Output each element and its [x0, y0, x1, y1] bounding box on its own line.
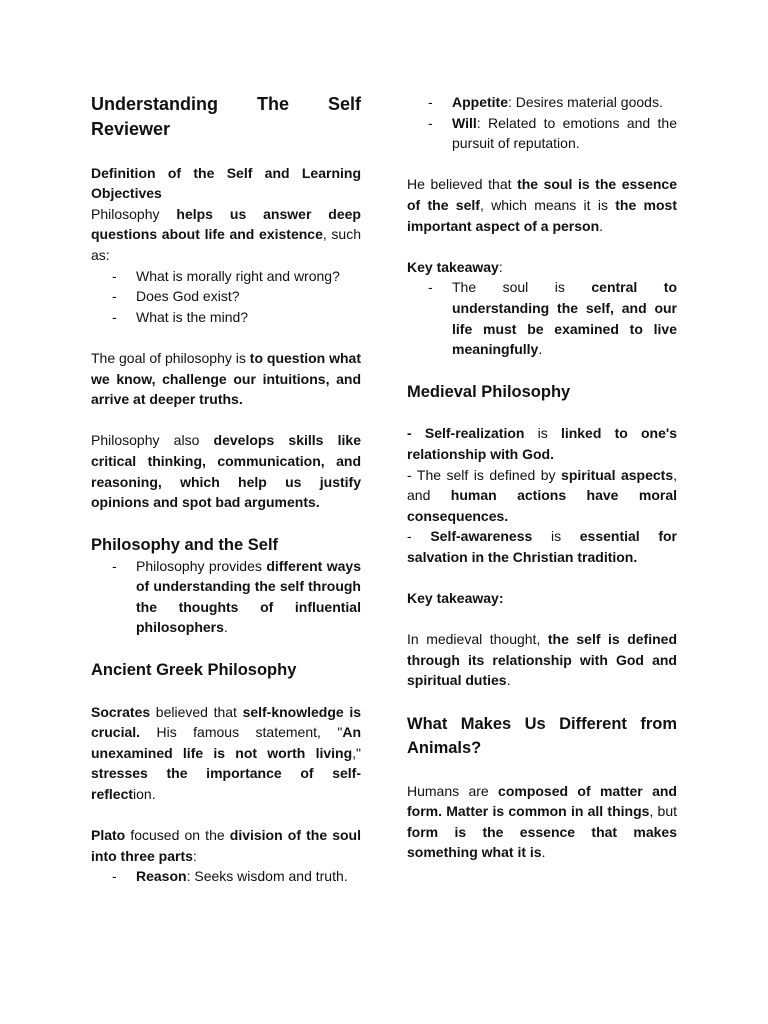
- medieval-point-2: - The self is defined by spiritual aspects, and human actions have moral consequences.: [407, 466, 678, 524]
- key-takeaway-label: Key takeaway:: [407, 258, 503, 275]
- list-item: - Will: Related to emotions and the pursuit of reputation.: [407, 113, 677, 154]
- title-line-2: Reviewer: [91, 119, 171, 139]
- medieval-point-1: - Self-realization is linked to one's relationship with God.: [407, 425, 677, 462]
- animals-paragraph: Humans are composed of matter and form. Matter is common in all things, but form is the essence that makes something what it is.: [407, 782, 678, 861]
- section-heading-animals: What Makes Us Different from Animals?: [407, 715, 677, 758]
- list-item: - What is morally right and wrong?: [91, 266, 361, 287]
- list-item: - Does God exist?: [91, 286, 361, 307]
- list-item: - Philosophy provides different ways of understanding the self through the thoughts of influential philosophers.: [91, 556, 361, 638]
- key-takeaway-label-2: Key takeaway:: [407, 590, 504, 607]
- section-heading-greek: Ancient Greek Philosophy: [91, 661, 297, 680]
- list-item: - Appetite: Desires material goods.: [407, 92, 677, 113]
- plato-paragraph: Plato focused on the division of the soul into three parts:: [91, 827, 361, 864]
- right-column: [407, 92, 677, 863]
- question-list: [91, 266, 361, 328]
- self-list: [91, 556, 361, 638]
- title-line-1: Understanding The Self: [91, 94, 361, 114]
- list-item: - The soul is central to understanding the self, and our life must be examined to live meaningfully.: [407, 277, 677, 359]
- skills-paragraph: Philosophy also develops skills like critical thinking, communication, and reasoning, which help us justify opinions and spot bad arguments.: [91, 432, 361, 511]
- soul-essence-paragraph: He believed that the soul is the essence of the self, which means it is the most important aspect of a person.: [407, 176, 677, 234]
- goal-paragraph: The goal of philosophy is to question what we know, challenge our intuitions, and arrive at deeper truths.: [91, 349, 361, 408]
- document-title: [91, 92, 361, 142]
- takeaway-list: [407, 277, 677, 359]
- list-item: - Reason: Seeks wisdom and truth.: [91, 866, 361, 887]
- list-item: - What is the mind?: [91, 307, 361, 328]
- medieval-point-3: - Self-awareness is essential for salvation in the Christian tradition.: [407, 528, 678, 565]
- socrates-paragraph: Socrates believed that self-knowledge is crucial. His famous statement, "An unexamined life is not worth living," stresses the importance of self-reflection.: [91, 703, 362, 803]
- soul-parts-list: [91, 866, 361, 887]
- soul-parts-list-continued: [407, 92, 677, 154]
- left-column: [91, 92, 361, 887]
- section-heading-self: Philosophy and the Self: [91, 535, 279, 554]
- section-heading-medieval: Medieval Philosophy: [407, 382, 571, 401]
- definition-heading: Definition of the Self and Learning Objectives: [91, 164, 361, 202]
- intro-paragraph: Philosophy helps us answer deep questions about life and existence, such as:: [91, 205, 361, 263]
- medieval-summary: In medieval thought, the self is defined through its relationship with God and spiritual duties.: [407, 631, 677, 689]
